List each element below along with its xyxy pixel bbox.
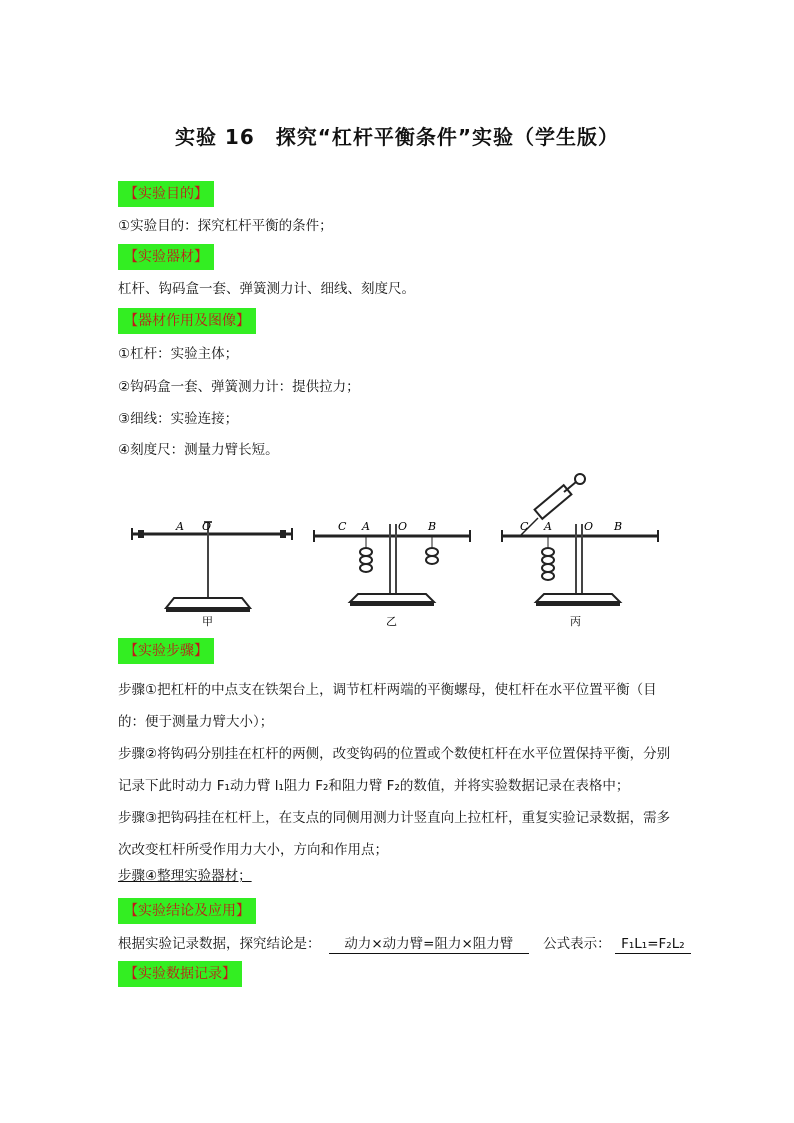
label-C: C <box>520 520 529 533</box>
section-tag-data-record: 【实验数据记录】 <box>118 961 242 987</box>
figure-label-yi: 乙 <box>386 615 397 628</box>
section-tag-conclusion: 【实验结论及应用】 <box>118 898 256 924</box>
conclusion-answer: 动力×动力臂=阻力×阻力臂 <box>329 935 529 954</box>
function-item: ①杠杆：实验主体； <box>118 346 239 362</box>
lever-apparatus-figure <box>118 470 678 630</box>
equipment-text: 杠杆、钩码盒一套、弹簧测力计、细线、刻度尺。 <box>118 281 415 297</box>
label-A: A <box>176 520 184 533</box>
figure-jia <box>132 520 292 628</box>
conclusion-prefix: 根据实验记录数据，探究结论是： <box>118 936 321 952</box>
formula-answer: F₁L₁=F₂L₂ <box>615 935 691 954</box>
label-O: O <box>202 520 212 533</box>
step-4: 步骤④整理实验器材； <box>118 868 252 884</box>
label-A: A <box>544 520 552 533</box>
section-tag-equipment: 【实验器材】 <box>118 244 214 270</box>
purpose-text: ①实验目的：探究杠杆平衡的条件； <box>118 218 333 234</box>
function-item: ②钩码盒一套、弹簧测力计：提供拉力； <box>118 379 360 395</box>
figure-yi <box>314 520 470 628</box>
figure-label-bing: 丙 <box>570 615 581 628</box>
label-O: O <box>398 520 408 533</box>
label-C: C <box>338 520 347 533</box>
formula-prefix: 公式表示： <box>543 936 611 952</box>
page-title: 实验 16 探究“杠杆平衡条件”实验（学生版） <box>174 125 620 149</box>
step-2: 步骤②将钩码分别挂在杠杆的两侧，改变钩码的位置或个数使杠杆在水平位置保持平衡，分别记录下此时动力 F₁动力臂 l₁阻力 F₂和阻力臂 F₂的数值，并将实验数据记录在表格中； <box>118 746 671 794</box>
step-1: 步骤①把杠杆的中点支在铁架台上，调节杠杆两端的平衡螺母，使杠杆在水平位置平衡（目的：便于测量力臂大小）； <box>118 682 657 730</box>
function-item: ④刻度尺：测量力臂长短。 <box>118 442 279 458</box>
section-tag-steps: 【实验步骤】 <box>118 638 214 664</box>
label-B: B <box>428 520 437 533</box>
label-B: B <box>614 520 623 533</box>
function-item: ③细线：实验连接； <box>118 411 239 427</box>
conclusion-line <box>118 934 691 954</box>
section-tag-function: 【器材作用及图像】 <box>118 308 256 334</box>
step-3: 步骤③把钩码挂在杠杆上，在支点的同侧用测力计竖直向上拉杠杆，重复实验记录数据，需多次改变杠杆所受作用力大小，方向和作用点； <box>118 810 671 858</box>
figure-label-jia: 甲 <box>202 615 213 628</box>
label-A: A <box>362 520 370 533</box>
figure-bing <box>502 474 658 628</box>
section-tag-purpose: 【实验目的】 <box>118 181 214 207</box>
label-O: O <box>584 520 594 533</box>
